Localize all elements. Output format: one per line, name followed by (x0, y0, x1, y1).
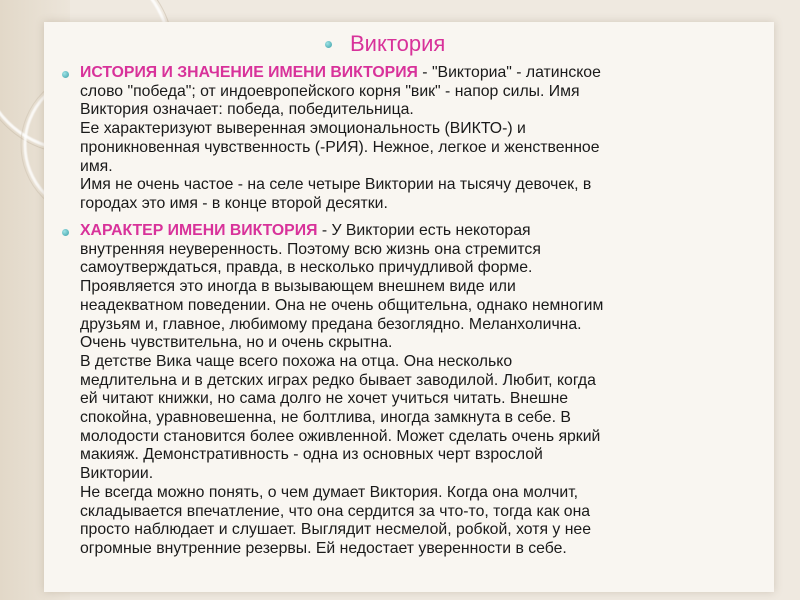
first-line (80, 64, 756, 83)
text-line: Проявляется это иногда в вызывающем внешнем виде или (80, 278, 516, 296)
text-line: неадекватном поведении. Она не очень общительна, однако немногим (80, 296, 604, 314)
section-text (80, 222, 756, 559)
text-line: проникновенная чувственность (-РИЯ). Нежное, легкое и женственное (80, 138, 600, 156)
text-line: В детстве Вика чаще всего похожа на отца. Она несколько (80, 352, 513, 370)
title-row (325, 31, 445, 57)
text-line: самоутверждаться, правда, в несколько причудливой форме. (80, 259, 533, 277)
bullet-icon (325, 41, 332, 48)
text-line: медлительна и в детских играх редко бывает заводилой. Любит, когда (80, 371, 596, 389)
bullet-icon (62, 71, 69, 78)
text-line: Очень чувствительна, но и очень скрытна. (80, 334, 393, 352)
text-line: слово "победа"; от индоевропейского корня "вик" - напор силы. Имя (80, 82, 580, 100)
bullet-icon (62, 229, 69, 236)
text-line: Виктории. (80, 465, 154, 483)
text-line: Имя не очень частое - на селе четыре Виктории на тысячу девочек, в (80, 176, 592, 194)
text-line: ей читают книжки, но сама долго не хочет учиться читать. Внешне (80, 390, 569, 408)
text-line: внутренняя неуверенность. Поэтому всю жизнь она стремится (80, 240, 541, 258)
text-line: складывается впечатление, что она сердится за что-то, тогда как она (80, 502, 591, 520)
text-line: - "Викториа" - латинское (417, 64, 601, 81)
text-line: Не всегда можно понять, о чем думает Виктория. Когда она молчит, (80, 483, 579, 501)
text-line: макияж. Демонстративность - одна из основных черт взрослой (80, 446, 543, 464)
text-line: просто наблюдает и слушает. Выглядит несмелой, робкой, хотя у нее (80, 521, 591, 539)
slide-title: Виктория (350, 31, 446, 56)
text-line: огромные внутренние резервы. Ей недостает уверенности в себе. (80, 539, 567, 557)
text-line: молодости становится более оживленной. Может сделать очень яркий (80, 427, 601, 445)
text-line: Ее характеризуют выверенная эмоциональность (ВИКТО-) и (80, 120, 526, 138)
section-text (80, 64, 756, 214)
section-heading: ИСТОРИЯ И ЗНАЧЕНИЕ ИМЕНИ ВИКТОРИЯ (80, 64, 418, 81)
text-line: городах это имя - в конце второй десятки. (80, 194, 388, 212)
section-character (62, 222, 762, 559)
text-line: - У Виктории есть некоторая (317, 222, 531, 239)
text-line: друзьям и, главное, любимому предана безоглядно. Меланхолична. (80, 315, 582, 333)
text-line: Виктория означает: победа, победительница. (80, 101, 414, 119)
text-line: спокойна, уравновешенна, не болтлива, иногда замкнута в себе. В (80, 409, 571, 427)
section-heading: ХАРАКТЕР ИМЕНИ ВИКТОРИЯ (80, 222, 318, 239)
section-history (62, 64, 762, 214)
first-line (80, 222, 756, 241)
text-line: имя. (80, 157, 113, 175)
